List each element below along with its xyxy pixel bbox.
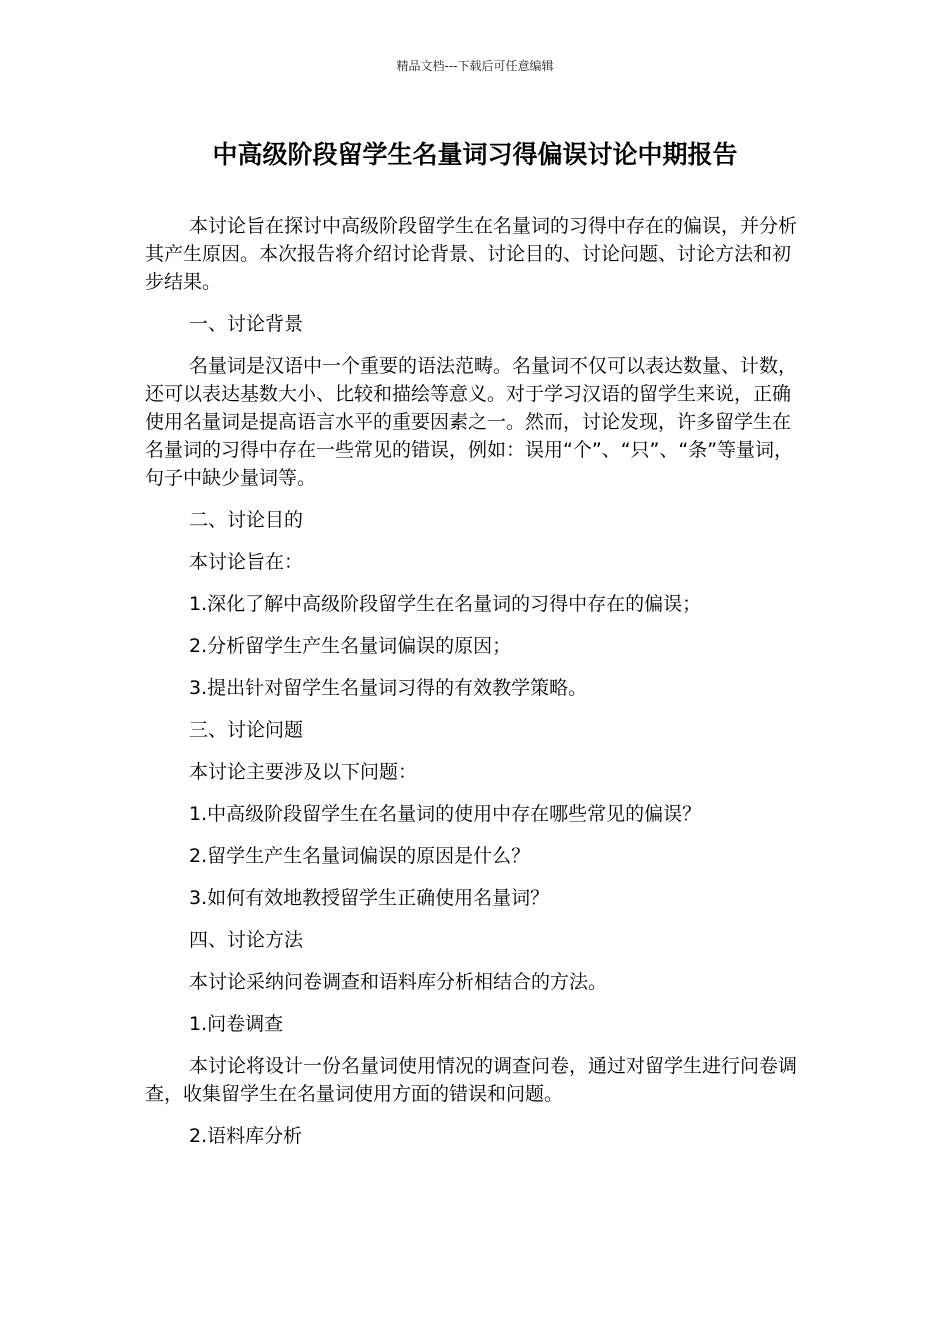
section-heading-background: 一、讨论背景 [189,313,304,335]
question-item-2: 2.留学生产生名量词偏误的原因是什么？ [189,845,531,867]
intro-paragraph: 本讨论旨在探讨中高级阶段留学生在名量词的习得中存在的偏误，并分析其产生原因。本次报告将介绍讨论背景、讨论目的、讨论问题、讨论方法和初步结果。 [145,215,798,293]
survey-paragraph: 本讨论将设计一份名量词使用情况的调查问卷，通过对留学生进行问卷调查，收集留学生在名量词使用方面的错误和问题。 [145,1055,798,1105]
purpose-item-2: 2.分析留学生产生名量词偏误的原因； [189,635,512,657]
method-heading-corpus: 2.语料库分析 [189,1125,303,1147]
purpose-item-3: 3.提出针对留学生名量词习得的有效教学策略。 [189,677,588,699]
purpose-item-1: 1.深化了解中高级阶段留学生在名量词的习得中存在的偏误； [189,593,702,615]
section-heading-purpose: 二、讨论目的 [189,509,304,531]
section-heading-methods: 四、讨论方法 [189,929,304,951]
questions-intro: 本讨论主要涉及以下问题： [189,761,418,783]
question-item-1: 1.中高级阶段留学生在名量词的使用中存在哪些常见的偏误？ [189,803,702,825]
method-heading-survey: 1.问卷调查 [189,1013,284,1035]
document-body [145,212,800,1164]
question-item-3: 3.如何有效地教授留学生正确使用名量词？ [189,887,550,909]
background-paragraph: 名量词是汉语中一个重要的语法范畴。名量词不仅可以表达数量、计数，还可以表达基数大小、比较和描绘等意义。对于学习汉语的留学生来说，正确使用名量词是提高语言水平的重要因素之一。然而，讨论发现，许多留学生在名量词的习得中存在一些常见的错误，例如：误用“个”、“只”、“条”等量词，句子中缺少量词等。 [145,355,798,489]
section-heading-questions: 三、讨论问题 [189,719,304,741]
document-title: 中高级阶段留学生名量词习得偏误讨论中期报告 [212,140,738,169]
page-header: 精品文档---下载后可任意编辑 [396,59,554,73]
methods-intro: 本讨论采纳问卷调查和语料库分析相结合的方法。 [189,971,608,993]
purpose-intro: 本讨论旨在： [189,551,304,573]
